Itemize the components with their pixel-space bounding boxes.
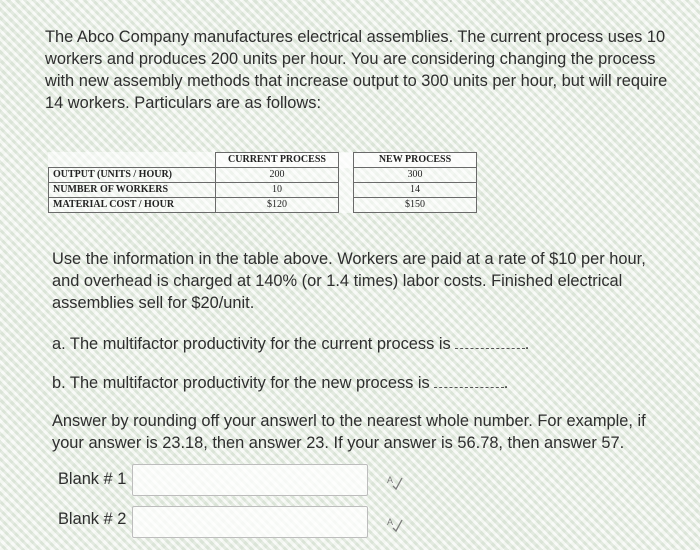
blank-1-input[interactable] <box>132 464 368 496</box>
cell-new-output: 300 <box>354 168 477 183</box>
table-corner-cell <box>49 153 216 168</box>
svg-text:A: A <box>387 475 394 485</box>
rounding-instructions: Answer by rounding off your answerl to the nearest whole number. For example, if your answer is 23.18, then answer 23. If your answer is 56.78, then answer 57. <box>52 412 646 452</box>
table-row <box>49 198 477 213</box>
info-paragraph: Use the information in the table above. Workers are paid at a rate of $10 per hour, and overhead is charged at 140% (or 1.4 times) labor costs. Finished electrical assemblies sell for $20/unit. <box>52 250 646 312</box>
cell-new-material-cost: $150 <box>354 198 477 213</box>
table-row <box>49 168 477 183</box>
particulars-table <box>48 152 477 213</box>
svg-text:A: A <box>387 517 394 527</box>
question-a-text: a. The multifactor productivity for the current process is <box>52 335 451 353</box>
table-header-row <box>49 153 477 168</box>
table-row <box>49 183 477 198</box>
spellcheck-icon[interactable] <box>386 473 404 491</box>
row-label-output: OUTPUT (UNITS / HOUR) <box>49 168 216 183</box>
row-label-material-cost: MATERIAL COST / HOUR <box>49 198 216 213</box>
cell-new-workers: 14 <box>354 183 477 198</box>
header-current-process: CURRENT PROCESS <box>216 153 339 168</box>
header-new-process: NEW PROCESS <box>354 153 477 168</box>
question-b-text: b. The multifactor productivity for the new process is <box>52 374 430 392</box>
cell-current-material-cost: $120 <box>216 198 339 213</box>
question-a: a. The multifactor productivity for the current process is . <box>52 335 530 353</box>
row-label-workers: NUMBER OF WORKERS <box>49 183 216 198</box>
question-b-blank <box>434 375 504 388</box>
question-b: b. The multifactor productivity for the new process is . <box>52 374 509 392</box>
intro-paragraph: The Abco Company manufactures electrical assemblies. The current process uses 10 workers and produces 200 units per hour. You are considering changing the process with new assembly methods that increase output to 300 units per hour, but will require 14 workers. Particulars are as follows: <box>45 28 668 112</box>
cell-current-output: 200 <box>216 168 339 183</box>
blank-1-label: Blank # 1 <box>58 470 127 488</box>
spellcheck-icon[interactable] <box>386 515 404 533</box>
blank-2-label: Blank # 2 <box>58 510 127 528</box>
cell-current-workers: 10 <box>216 183 339 198</box>
blank-2-input[interactable] <box>132 506 368 538</box>
question-a-blank <box>455 336 525 349</box>
